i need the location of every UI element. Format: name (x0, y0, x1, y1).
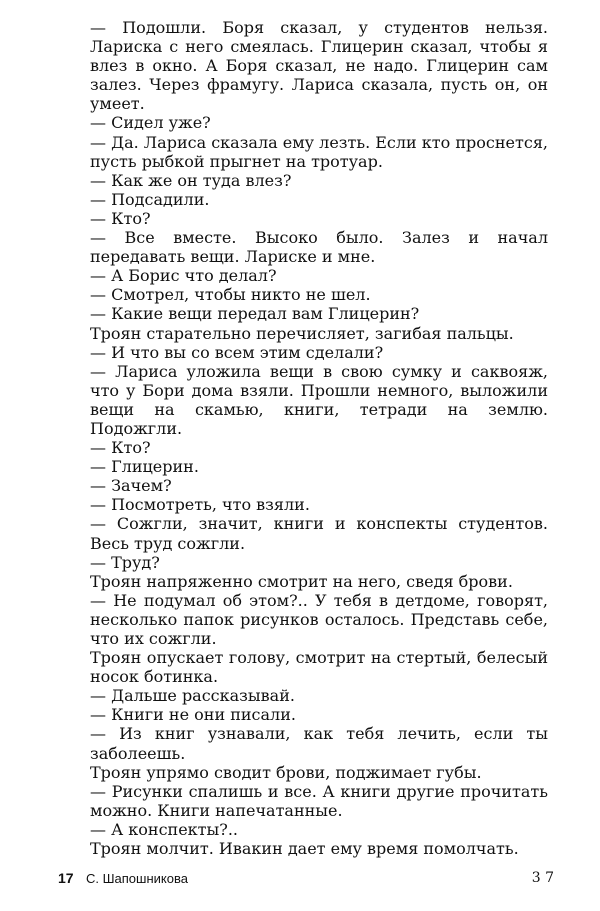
dialogue-line: — Рисунки спалишь и все. А книги другие прочитать можно. Книги напечатанные. (90, 781, 548, 820)
dialogue-line: — Кто? (90, 438, 151, 458)
narration-line: Троян опускает голову, смотрит на стертый, белесый носок ботинка. (90, 648, 548, 687)
dialogue-line: — Да. Лариса сказала ему лезть. Если кто проснется, пусть рыбкой прыгнет на тротуар. (90, 132, 548, 171)
dialogue-line: — Лариса уложила вещи в свою сумку и саквояж, что у Бори дома взяли. Прошли немного, выложили вещи на скамью, книги, тетради на землю. Подожгли. (90, 361, 548, 438)
dialogue-line: — А конспекты?.. (90, 819, 239, 839)
dialogue-line: — Какие вещи передал вам Глицерин? (90, 304, 420, 324)
page-number: 3 7 (531, 870, 554, 886)
main-text (90, 18, 548, 858)
signature-mark: 17 (58, 870, 74, 886)
dialogue-line: — Подошли. Боря сказал, у студентов нельзя. Лариска с него смеялась. Глицерин сказал, чтобы я влез в окно. А Боря сказал, не надо. Глицерин сам залез. Через фрамугу. Лариса сказала, пусть он, он умеет. (90, 18, 548, 114)
dialogue-line: — Зачем? (90, 476, 172, 496)
dialogue-line: — Все вместе. Высоко было. Залез и начал передавать вещи. Лариске и мне. (90, 228, 548, 267)
narration-line: Троян молчит. Ивакин дает ему время помолчать. (90, 839, 519, 859)
dialogue-line: — Как же он туда влез? (90, 170, 292, 190)
dialogue-line: — Посмотреть, что взяли. (90, 495, 310, 515)
dialogue-line: — Подсадили. (90, 189, 210, 209)
narration-line: Троян старательно перечисляет, загибая пальцы. (90, 323, 514, 343)
dialogue-line: — Сидел уже? (90, 113, 211, 133)
dialogue-line: — Кто? (90, 208, 151, 228)
narration-line: Троян напряженно смотрит на него, сведя брови. (90, 571, 513, 591)
dialogue-line: — Книги не они писали. (90, 705, 296, 725)
dialogue-line: — А Борис что делал? (90, 266, 277, 286)
dialogue-line: — Труд? (90, 552, 160, 572)
author-name: С. Шапошникова (86, 871, 188, 886)
page-footer (58, 868, 556, 890)
dialogue-line: — Глицерин. (90, 457, 199, 477)
dialogue-line: — Из книг узнавали, как тебя лечить, если ты заболеешь. (90, 724, 548, 763)
dialogue-line: — Сожгли, значит, книги и конспекты студентов. Весь труд сожгли. (90, 514, 548, 553)
dialogue-line: — Не подумал об этом?.. У тебя в детдоме, говорят, несколько папок рисунков осталось. Представь себе, что их сожгли. (90, 590, 548, 648)
narration-line: Троян упрямо сводит брови, поджимает губы. (90, 762, 482, 782)
dialogue-line: — И что вы со всем этим сделали? (90, 342, 384, 362)
dialogue-line: — Дальше рассказывай. (90, 686, 295, 706)
dialogue-line: — Смотрел, чтобы никто не шел. (90, 285, 371, 305)
